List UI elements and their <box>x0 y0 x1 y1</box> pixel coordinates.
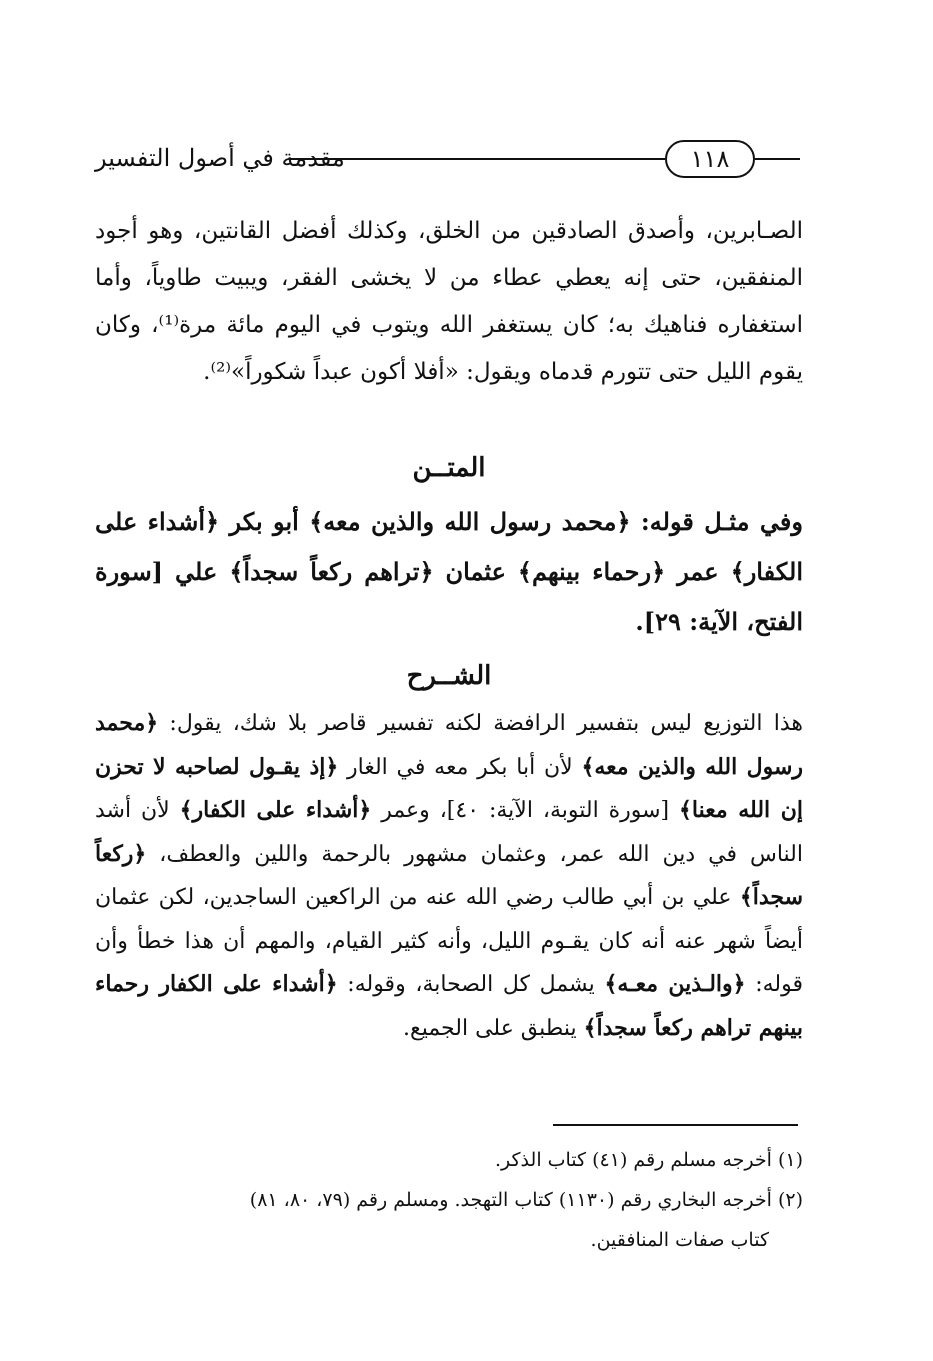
matn-heading: المتــن <box>412 453 486 483</box>
quran-quote: ﴿أشداء على الكفار رحماء بينهم تراهم ركعاً سجداً﴾ <box>95 971 803 1041</box>
running-header <box>95 138 800 182</box>
sharh-heading: الشــرح <box>406 661 492 691</box>
header-rule-right <box>755 158 800 160</box>
quran-quote: ﴿إذ يقـول لصاحبه لا تحزن إن الله معنا﴾ <box>95 753 803 823</box>
sharh-segment: لأن أبا بكر معه في الغار <box>338 754 582 780</box>
sharh-segment: [سورة التوبة، الآية: ٤٠]، وعمر <box>371 798 680 823</box>
quran-quote: ﴿أشداء على الكفار﴾ <box>179 797 372 823</box>
page-number: ١١٨ <box>665 140 755 178</box>
footnote-separator <box>553 1124 798 1126</box>
sharh-segment: علي بن أبي طالب رضي الله عنه من الراكعين الساجدين، لكن عثمان أيضاً شهر عنه أنه كان يقـوم الليل، وأنه كثير القيام، والمهم أن هذا خطأ وأن قوله: <box>95 885 803 997</box>
intro-paragraph: الصـابرين، وأصدق الصادقين من الخلق، وكذلك أفضل القانتين، وهو أجود المنفقين، حتى إنه يعطي عطاء من لا يخشى الفقر، ويبيت طاوياً، وأما استغفاره فناهيك به؛ كان يستغفر الله ويتوب في اليوم مائة مرة⁽¹⁾، وكان يقوم الليل حتى تتورم قدماه ويقول: «أفلا أكون عبداً شكوراً»⁽²⁾. <box>95 218 804 385</box>
header-title: مقدمة في أصول التفسير <box>95 144 345 172</box>
quran-quote: ﴿محمد رسول الله والذين معه﴾ <box>95 710 804 780</box>
quran-quote: ﴿والـذين معـه﴾ <box>604 971 746 997</box>
sharh-segment: لأن أشد الناس في دين الله عمر، وعثمان مشهور بالرحمة واللين والعطف، <box>95 798 803 867</box>
header-rule-left <box>290 158 665 160</box>
sharh-segment: هذا التوزيع ليس بتفسير الرافضة لكنه تفسير قاصر بلا شك، يقول: <box>158 711 803 736</box>
footnotes <box>95 1140 803 1260</box>
sharh-segment: ينطبق على الجميع. <box>403 1015 584 1041</box>
footnote-2-continuation: كتاب صفات المنافقين. <box>590 1229 769 1251</box>
footnote-2: (٢) أخرجه البخاري رقم (١١٣٠) كتاب التهجد. ومسلم رقم (٧٩، ٨٠، ٨١) <box>249 1189 803 1211</box>
quran-quote: ﴿ركعاً سجداً﴾ <box>95 840 803 910</box>
matn-text: وفي مثـل قوله: ﴿محمد رسول الله والذين معه﴾ أبو بكر ﴿أشداء على الكفار﴾ عمر ﴿رحماء بينهم﴾ عثمان ﴿تراهم ركعاً سجداً﴾ علي [سورة الفتح، الآية: ٢٩]. <box>95 507 803 636</box>
sharh-text <box>95 702 803 1050</box>
sharh-segment: يشمل كل الصحابة، وقوله: <box>337 972 605 997</box>
footnote-1: (١) أخرجه مسلم رقم (٤١) كتاب الذكر. <box>494 1149 803 1171</box>
